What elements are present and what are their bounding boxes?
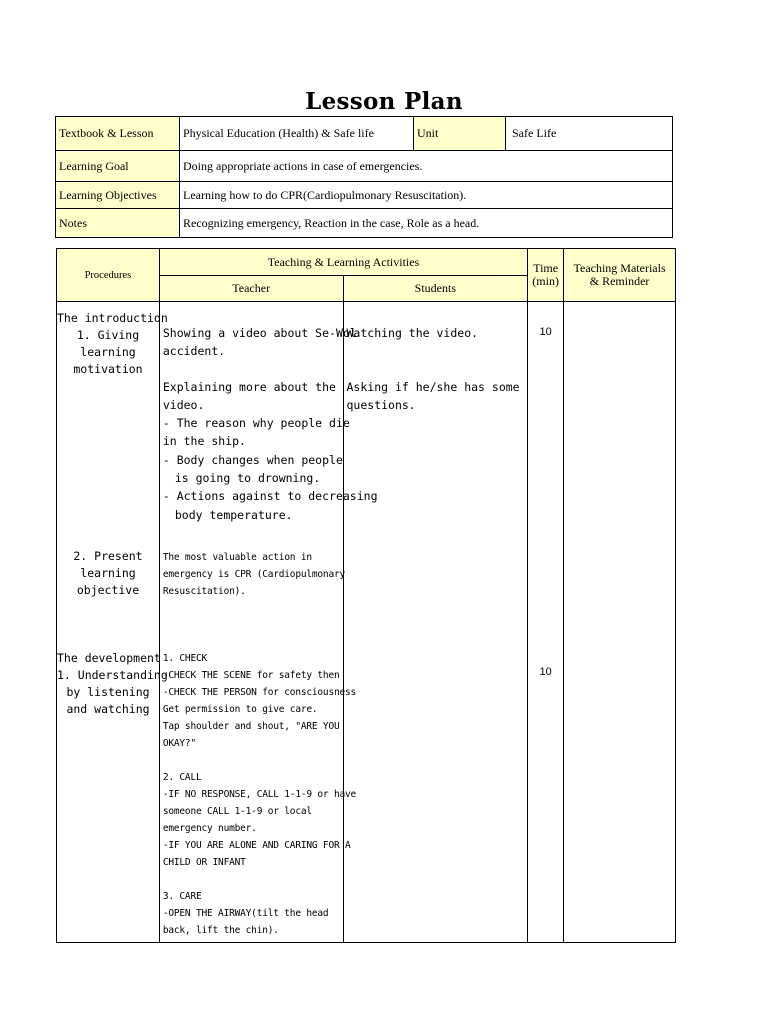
notes-value: Recognizing emergency, Reaction in the case, Role as a head. [180, 209, 673, 238]
teacher-check-line1: 1. CHECK [162, 653, 208, 664]
materials-header-line1: Teaching Materials [573, 261, 666, 275]
teacher-check-line2: -CHECK THE SCENE for safety then [162, 670, 340, 681]
teacher-valuable-line2: emergency is CPR (Cardiopulmonary [162, 569, 346, 580]
teacher-care-line3: back, lift the chin). [162, 925, 279, 936]
goal-label: Learning Goal [56, 151, 180, 182]
textbook-value: Physical Education (Health) & Safe life [180, 117, 414, 151]
materials-header [564, 249, 676, 302]
time-value-2: 10 [539, 666, 552, 678]
time-cell [528, 302, 564, 943]
students-watch: Watching the video. [346, 326, 479, 340]
giving-line1: 1. Giving [76, 328, 140, 342]
teacher-call-line4: emergency number. [162, 823, 257, 834]
understanding-line1: 1. Understanding [57, 668, 168, 682]
teacher-reason-line2: in the ship. [162, 434, 246, 448]
giving-line2: learning [80, 345, 136, 359]
teacher-reason-line1: - The reason why people die [162, 416, 350, 430]
unit-value: Safe Life [506, 117, 673, 151]
teacher-explain-line2: video. [162, 398, 205, 412]
teacher-care-line2: -OPEN THE AIRWAY(tilt the head [162, 908, 329, 919]
teacher-video-line1: Showing a video about Se-Wol [162, 326, 357, 340]
goal-value: Doing appropriate actions in case of emergencies. [180, 151, 673, 182]
activities-table [56, 248, 676, 943]
notes-label: Notes [56, 209, 180, 238]
teacher-care-line1: 3. CARE [162, 891, 202, 902]
teacher-call-line5: -IF YOU ARE ALONE AND CARING FOR A [162, 840, 351, 851]
present-line2: learning [80, 566, 136, 580]
materials-header-line2: & Reminder [589, 274, 650, 288]
teacher-actions-line1: - Actions against to decreasing [162, 489, 378, 503]
procedures-header: Procedures [57, 249, 160, 302]
students-cell [343, 302, 528, 943]
procedures-cell [57, 302, 168, 943]
teacher-explain-line1: Explaining more about the [162, 380, 336, 394]
teacher-actions-line2: body temperature. [174, 508, 293, 522]
teacher-video-line2: accident. [162, 344, 226, 358]
students-header: Students [343, 276, 528, 302]
teacher-body-line1: - Body changes when people [162, 453, 343, 467]
present-line1: 2. Present [73, 549, 143, 563]
present-line3: objective [76, 583, 140, 597]
teacher-call-line1: 2. CALL [162, 772, 202, 783]
teacher-check-line3: -CHECK THE PERSON for consciousness [162, 687, 357, 698]
objectives-value: Learning how to do CPR(Cardiopulmonary Resuscitation). [180, 182, 673, 209]
teacher-cell [159, 302, 378, 943]
teacher-call-line3: someone CALL 1-1-9 or local [162, 806, 312, 817]
page-title: Lesson Plan [305, 88, 463, 115]
materials-cell [564, 302, 676, 943]
students-ask-line2: questions. [346, 398, 416, 412]
teacher-body-line2: is going to drowning. [174, 471, 321, 485]
teacher-valuable-line1: The most valuable action in [162, 552, 312, 563]
teacher-check-line5: Tap shoulder and shout, "ARE YOU [162, 721, 340, 732]
teacher-check-line6: OKAY?" [162, 738, 196, 749]
intro-label: The introduction [57, 311, 168, 325]
giving-line3: motivation [73, 362, 143, 376]
teacher-call-line6: CHILD OR INFANT [162, 857, 246, 868]
understanding-line3: and watching [66, 702, 150, 716]
time-value-1: 10 [539, 326, 552, 338]
objectives-label: Learning Objectives [56, 182, 180, 209]
textbook-label: Textbook & Lesson [56, 117, 180, 151]
teacher-valuable-line3: Resuscitation). [162, 586, 246, 597]
lesson-info-table [55, 116, 673, 238]
time-header-line2: (min) [532, 274, 559, 288]
unit-label: Unit [414, 117, 506, 151]
understanding-line2: by listening [66, 685, 150, 699]
teacher-check-line4: Get permission to give care. [162, 704, 318, 715]
students-ask-line1: Asking if he/she has some [346, 380, 520, 394]
time-header-line1: Time [533, 261, 559, 275]
teacher-call-line2: -IF NO RESPONSE, CALL 1-1-9 or have [162, 789, 357, 800]
time-header [528, 249, 564, 302]
teacher-header: Teacher [159, 276, 343, 302]
development-label: The development [57, 651, 161, 665]
activities-header: Teaching & Learning Activities [159, 249, 527, 276]
